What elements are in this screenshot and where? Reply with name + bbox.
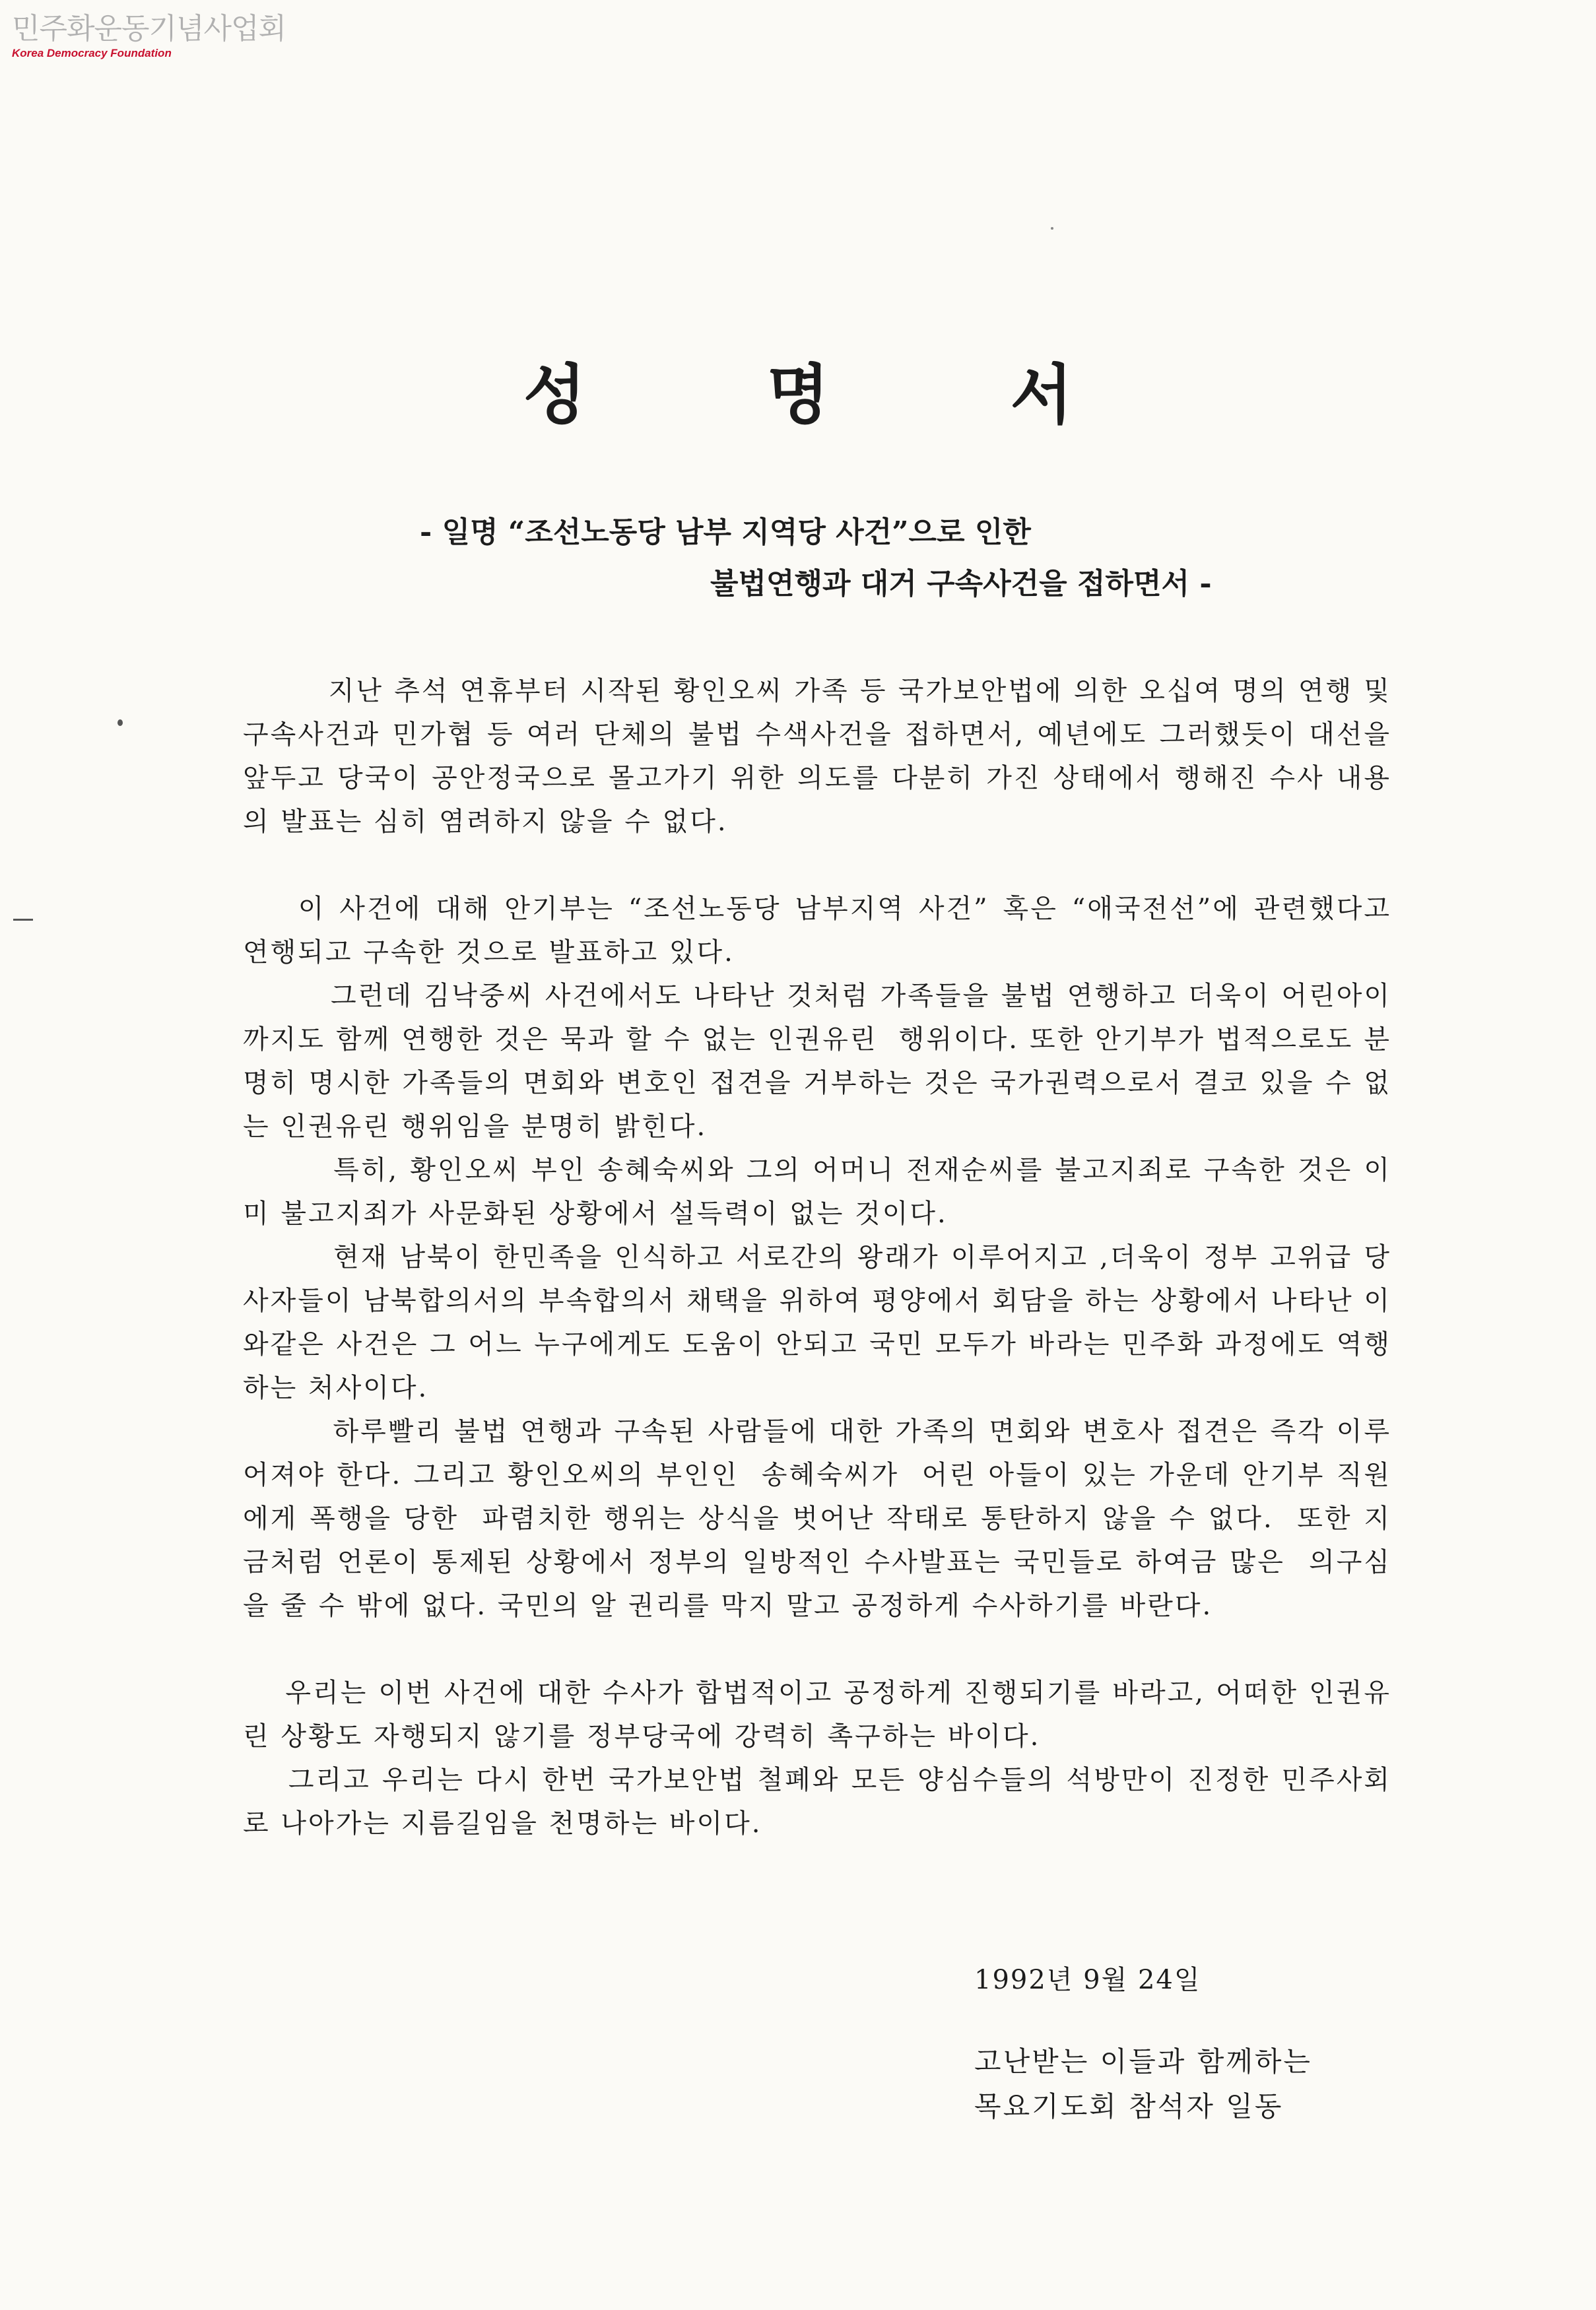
document-title: 성 명 서 xyxy=(523,357,1152,433)
watermark-korean: 민주화운동기념사업회 xyxy=(12,12,286,46)
paragraph-gap xyxy=(243,843,1391,887)
watermark-english: Korea Democracy Foundation xyxy=(12,47,172,59)
statement-body xyxy=(243,669,1413,1845)
subtitle-line-1: - 일명 “조선노동당 남부 지역당 사건”으로 인한 xyxy=(420,515,1031,549)
paragraph-gap xyxy=(243,1628,1391,1671)
paragraph: 그리고 우리는 다시 한번 국가보안법 철폐와 모든 양심수들의 석방만이 진정한 민주사회로 나아가는 지름길임을 천명하는 바이다. xyxy=(243,1765,1392,1839)
paragraph: 하루빨리 불법 연행과 구속된 사람들에 대한 가족의 면회와 변호사 접견은 즉각 이루어져야 한다. 그리고 황인오씨의 부인인 송혜숙씨가 어린 아들이 있는 가운데 안기부 직원에게 폭행을 당한 파렴치한 행위는 상식을 벗어난 작태로 통탄하지 않을 수 없다. 또한 지금처럼 언론이 통제된 상황에서 정부의 일방적인 수사발표는 국민들로 하여금 많은 의구심을 줄 수 밖에 없다. 국민의 알 권리를 막지 말고 공정하게 수사하기를 바란다. xyxy=(243,1416,1392,1621)
signature-block xyxy=(974,2039,1312,2129)
scan-speck xyxy=(1051,227,1053,230)
signature-line-1: 고난받는 이들과 함께하는 xyxy=(974,2045,1312,2078)
paragraph: 특히, 황인오씨 부인 송혜숙씨와 그의 어머니 전재순씨를 불고지죄로 구속한 것은 이미 불고지죄가 사문화된 상황에서 설득력이 없는 것이다. xyxy=(243,1155,1392,1229)
paragraph: 그런데 김낙중씨 사건에서도 나타난 것처럼 가족들을 불법 연행하고 더욱이 어린아이까지도 함께 연행한 것은 묵과 할 수 없는 인권유린 행위이다. 또한 안기부가 법적으로도 분명히 명시한 가족들의 면회와 변호인 접견을 거부하는 것은 국가권력으로서 결코 있을 수 없는 인권유린 행위임을 분명히 밝힌다. xyxy=(243,981,1391,1142)
statement-date: 1992년 9월 24일 xyxy=(974,1965,1201,1995)
watermark-logo xyxy=(12,12,286,61)
paragraph: 지난 추석 연휴부터 시작된 황인오씨 가족 등 국가보안법에 의한 오십여 명의 연행 및 구속사건과 민가협 등 여러 단체의 불법 수색사건을 접하면서, 예년에도 그러했듯이 대선을 앞두고 당국이 공안정국으로 몰고가기 위한 의도를 다분히 가진 상태에서 행해진 수사 내용의 발표는 심히 염려하지 않을 수 없다. xyxy=(243,676,1402,837)
paragraph: 우리는 이번 사건에 대한 수사가 합법적이고 공정하게 진행되기를 바라고, 어떠한 인권유린 상황도 자행되지 않기를 정부당국에 강력히 촉구하는 바이다. xyxy=(243,1678,1392,1752)
subtitle-line-2: 불법연행과 대거 구속사건을 접하면서 - xyxy=(710,567,1212,601)
scan-dash xyxy=(13,919,33,921)
document-subtitle xyxy=(420,507,1212,610)
paragraph: 이 사건에 대해 안기부는 “조선노동당 남부지역 사건” 혹은 “애국전선”에 관련했다고 연행되고 구속한 것으로 발표하고 있다. xyxy=(243,894,1413,968)
paragraph: 현재 남북이 한민족을 인식하고 서로간의 왕래가 이루어지고 ,더욱이 정부 고위급 당사자들이 남북합의서의 부속합의서 채택을 위하여 평양에서 회담을 하는 상황에서 나타난 이와같은 사건은 그 어느 누구에게도 도움이 안되고 국민 모두가 바라는 민주화 과정에도 역행하는 처사이다. xyxy=(243,1242,1392,1403)
scan-speck xyxy=(117,719,123,726)
signature-line-2: 목요기도회 참석자 일동 xyxy=(974,2090,1284,2123)
